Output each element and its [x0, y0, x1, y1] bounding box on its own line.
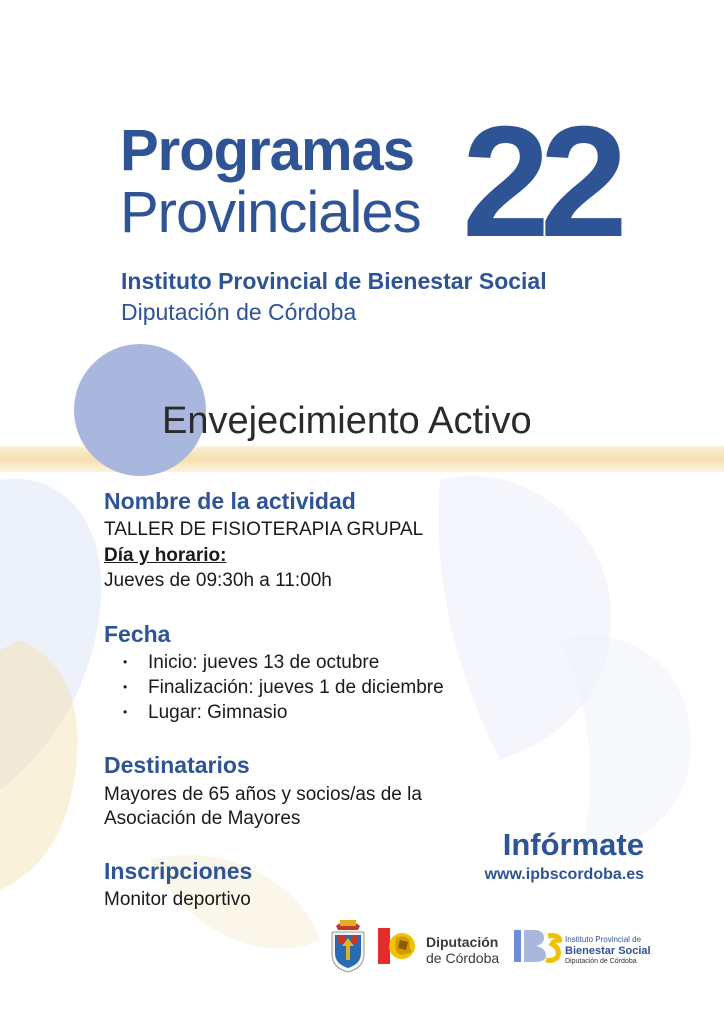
inscripciones-value: Monitor deportivo — [104, 889, 251, 910]
list-item — [123, 675, 444, 700]
ipbs-text-line2: Bienestar Social — [565, 945, 651, 957]
title-programas: Programas — [120, 118, 415, 183]
activity-name-value: TALLER DE FISIOTERAPIA GRUPAL — [104, 519, 424, 540]
diputacion-logo-text-b: de Córdoba — [426, 950, 500, 966]
list-item — [123, 700, 444, 725]
fecha-list — [123, 650, 444, 725]
schedule-label: Día y horario: — [104, 545, 227, 566]
fecha-item-start: Inicio: jueves 13 de octubre — [148, 652, 380, 673]
schedule-value: Jueves de 09:30h a 11:00h — [104, 570, 332, 591]
destinatarios-heading: Destinatarios — [104, 752, 250, 778]
title-provinciales: Provinciales — [120, 180, 421, 245]
leaf-shape-right-low — [560, 636, 691, 850]
inscripciones-heading: Inscripciones — [104, 858, 253, 884]
list-item — [123, 650, 444, 675]
year-number: 22 — [462, 94, 618, 270]
diputacion-logo-text — [426, 934, 499, 966]
ipbs-text-line1: Instituto Provincial de — [565, 935, 642, 944]
fecha-item-end: Finalización: jueves 1 de diciembre — [148, 677, 444, 698]
activity-name-heading: Nombre de la actividad — [104, 488, 356, 514]
destinatarios-line2: Asociación de Mayores — [104, 808, 301, 829]
section-title: Envejecimiento Activo — [162, 400, 532, 442]
ipbs-logo-text — [565, 935, 651, 967]
institute-name: Instituto Provincial de Bienestar Social — [121, 268, 547, 294]
website-link[interactable]: www.ipbscordoba.es — [484, 866, 644, 883]
diputacion-logo-icon — [378, 926, 422, 966]
diputacion-logo-text-a: Diputación — [426, 934, 499, 950]
coat-of-arms-icon — [328, 916, 368, 974]
bullet-icon: • — [123, 705, 128, 720]
diputacion-name: Diputación de Córdoba — [121, 299, 357, 325]
informate-heading: Infórmate — [502, 827, 644, 862]
fecha-heading: Fecha — [104, 621, 171, 647]
bullet-icon: • — [123, 655, 128, 670]
destinatarios-line1: Mayores de 65 años y socios/as de la — [104, 784, 422, 805]
bullet-icon: • — [123, 680, 128, 695]
ipbs-logo-icon — [514, 926, 562, 966]
ipbs-text-line3: Diputación de Córdoba — [565, 958, 637, 965]
fecha-item-place: Lugar: Gimnasio — [148, 702, 288, 723]
